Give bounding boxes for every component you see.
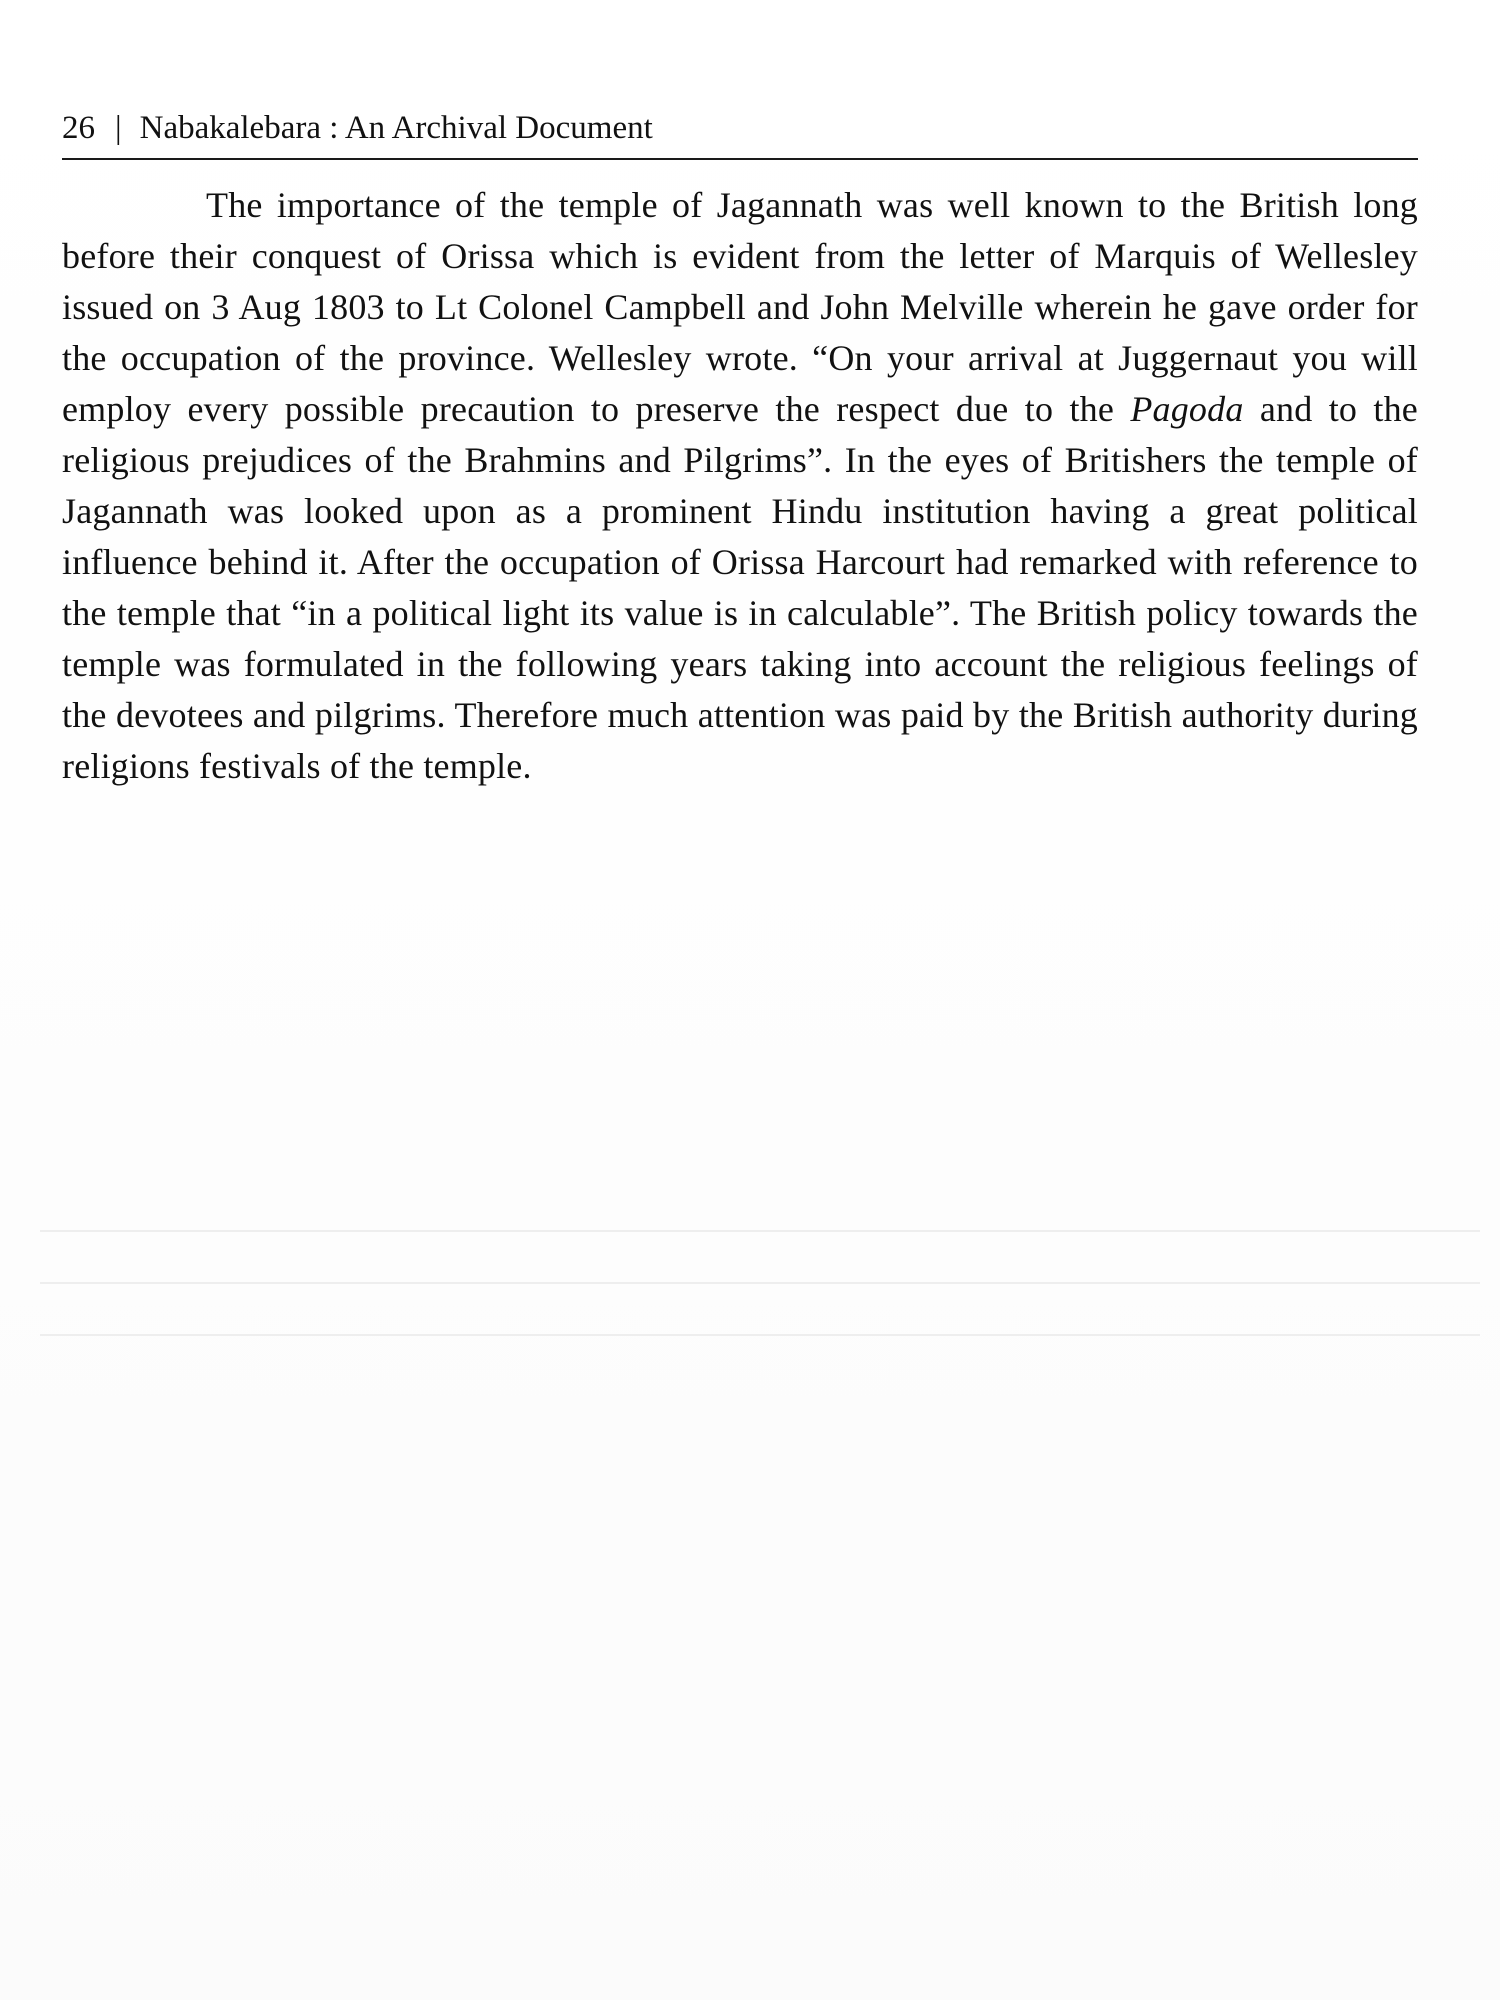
page-number: 26 [62,110,95,146]
paragraph-text-part-1: The importance of the temple of Jagannath was well known to the British long before their conquest of Orissa which is evident from the letter of Marquis of Wellesley issued on 3 Aug 1803 to Lt Colonel Campbell and John Melville wherein he gave order for the occupation of the province. Wellesley wrote. “On your arrival at Juggernaut you will employ every possible precaution to preserve the respect due to the [62,185,1418,429]
reverse-side-show-through [40,1210,1480,1370]
italic-term-pagoda: Pagoda [1130,389,1244,429]
running-header [62,104,1418,160]
book-title: Nabakalebara : An Archival Document [139,110,653,146]
body-paragraph [62,180,1418,792]
paragraph-text-part-2: and to the religious prejudices of the Brahmins and Pilgrims”. In the eyes of Britishers the temple of Jagannath was looked upon as a prominent Hindu institution having a great political influence behind it. After the occupation of Orissa Harcourt had remarked with reference to the temple that “in a political light its value is in calculable”. The British policy towards the temple was formulated in the following years taking into account the religious feelings of the devotees and pilgrims. Therefore much attention was paid by the British authority during religions festivals of the temple. [62,389,1418,786]
header-separator: | [115,110,122,146]
